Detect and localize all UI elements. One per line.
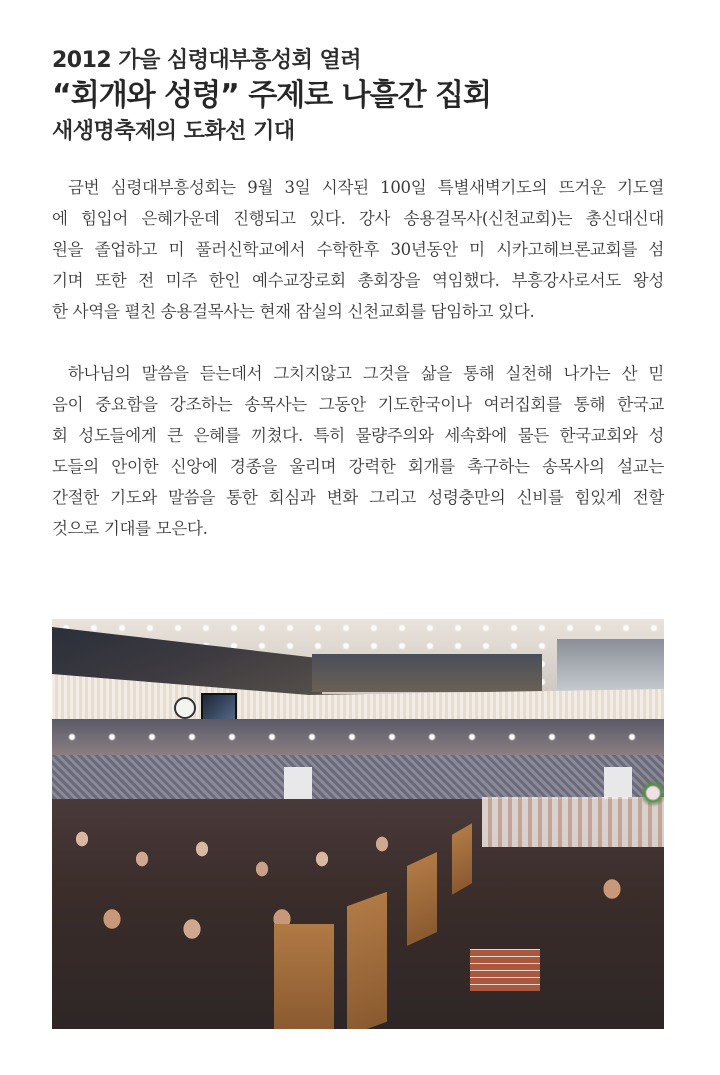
paragraph-2 [52, 358, 664, 544]
text-line: 기며 또한 전 미주 한인 예수교장로회 총회장을 역임했다. 부흥강사로서도 왕성 [52, 271, 664, 290]
pew [452, 823, 472, 895]
text-line: 간절한 기도와 말씀을 통한 회심과 변화 그리고 성령충만의 신비를 힘있게 전할 [52, 488, 664, 507]
congregation-photo [52, 619, 664, 1029]
pew [407, 852, 437, 946]
flower-arrangement [642, 769, 664, 829]
balcony-right [312, 654, 542, 692]
headline-main: “회개와 성령” 주제로 나흘간 집회 [52, 78, 491, 113]
text-line: 것으로 기대를 모은다. [52, 519, 208, 538]
text-line: 도들의 안이한 신앙에 경종을 울리며 강력한 회개를 촉구하는 송목사의 설교는 [52, 457, 664, 476]
text-line: 하나님의 말씀을 듣는데서 그치지않고 그것을 삶을 통해 실천해 나가는 산 믿 [68, 364, 664, 383]
headline-subtitle: 새생명축제의 도화선 기대 [52, 119, 295, 144]
text-line: 금번 심령대부흥성회는 9월 3일 시작된 100일 특별새벽기도의 뜨거운 기도열 [68, 178, 664, 197]
pew [347, 892, 387, 1029]
text-line: 원을 졸업하고 미 풀러신학교에서 수학한후 30년동안 미 시카고헤브론교회를 섬 [52, 240, 664, 259]
clock-icon [174, 697, 196, 719]
article-body [52, 172, 664, 575]
text-line: 회 성도들에게 큰 은혜를 끼쳤다. 특히 물량주의와 세속화에 물든 한국교회와 성 [52, 426, 664, 445]
headline-kicker: 2012 가을 심령대부흥성회 열려 [52, 48, 361, 73]
text-line: 에 힘입어 은혜가운데 진행되고 있다. 강사 송용걸목사(신천교회)는 총신대신대 [52, 209, 664, 228]
band-lights [52, 723, 664, 753]
choir [482, 797, 664, 847]
pew [274, 924, 334, 1029]
text-line: 한 사역을 펼친 송용걸목사는 현재 잠실의 신천교회를 담임하고 있다. [52, 302, 535, 321]
altar-step [470, 949, 540, 991]
glass-booth [557, 639, 664, 694]
paragraph-1 [52, 172, 664, 327]
headline-block [52, 46, 692, 148]
text-line: 음이 중요함을 강조하는 송목사는 그동안 기도한국이나 여러집회를 통해 한국교 [52, 395, 664, 414]
